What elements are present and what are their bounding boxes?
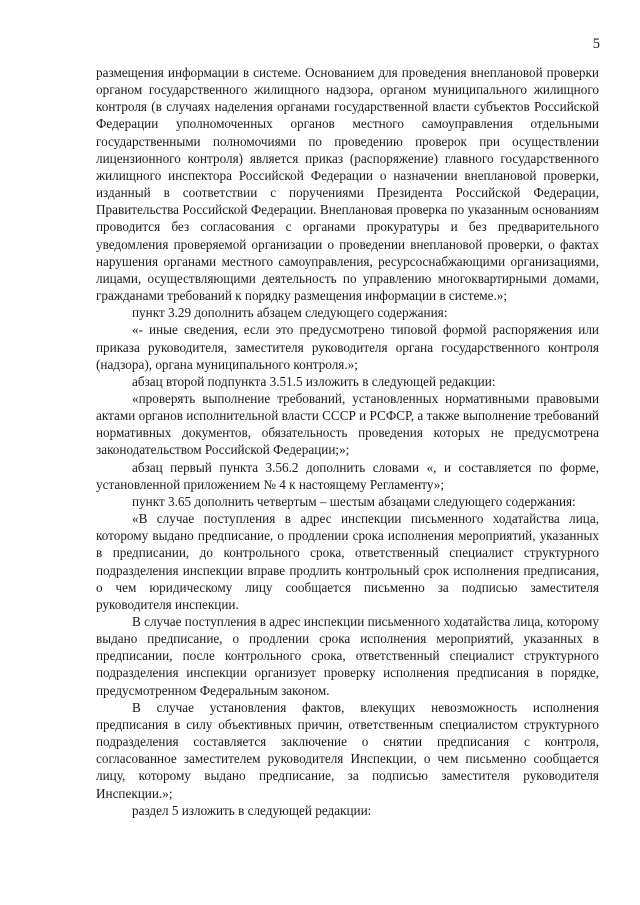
page-number: 5 (592, 36, 600, 52)
paragraph: В случае поступления в адрес инспекции письменного ходатайства лица, которому выдано предписание, о продлении срока исполнения мероприятий, указанных в предписании, после контрольного срока, ответственный специалист структурного подразделения инспекции организует проверку исполнения предписания в порядке, предусмотренном Федеральным законом. (96, 614, 599, 698)
document-body (96, 64, 599, 819)
paragraph: абзац второй подпункта 3.51.5 изложить в следующей редакции: (132, 373, 496, 389)
paragraph: абзац первый пункта 3.56.2 дополнить словами «, и составляется по форме, установленной приложением № 4 к настоящему Регламенту»; (96, 459, 599, 492)
paragraph: размещения информации в системе. Основанием для проведения внеплановой проверки органом государственного жилищного надзора, органом муниципального жилищного контроля (в случаях наделения органами государственной власти субъектов Российской Федерации уполномоченных органов местного самоуправления отдельными государственными полномочиями по проведению проверок при осуществлении лицензионного контроля) является приказ (распоряжение) главного государственного жилищного инспектора Российской Федерации о назначении внеплановой проверки, изданный в соответствии с поручениями Президента Российской Федерации, Правительства Российской Федерации. Внеплановая проверка по указанным основаниям проводится без согласования с органами прокуратуры и без предварительного уведомления проверяемой организации о проведении внеплановой проверки, о фактах нарушения органами местного самоуправления, ресурсоснабжающими организациями, лицами, осуществляющими деятельность по управлению многоквартирными домами, гражданами требований к порядку размещения информации в системе.»; (96, 65, 599, 304)
paragraph: пункт 3.29 дополнить абзацем следующего содержания: (132, 305, 448, 321)
paragraph: В случае установления фактов, влекущих невозможность исполнения предписания в силу объективных причин, ответственным специалистом структурного подразделения составляется заключение о снятии предписания с контроля, согласованное заместителем руководителя Инспекции, о чем письменно сообщается лицу, которому выдано предписание, за подписью заместителя руководителя Инспекции.»; (96, 699, 599, 801)
paragraph: «проверять выполнение требований, установленных нормативными правовыми актами органов исполнительной власти СССР и РСФСР, а также выполнение требований нормативных документов, обязательность проведения которых не предусмотрена законодательством Российской Федерации;»; (96, 390, 599, 458)
paragraph: «- иные сведения, если это предусмотрено типовой формой распоряжения или приказа руководителя, заместителя руководителя органа государственного контроля (надзора), органа муниципального контроля.»; (96, 322, 599, 372)
paragraph: раздел 5 изложить в следующей редакции: (132, 802, 372, 818)
paragraph: пункт 3.65 дополнить четвертым – шестым абзацами следующего содержания: (132, 493, 576, 509)
paragraph: «В случае поступления в адрес инспекции письменного ходатайства лица, которому выдано предписание, о продлении срока исполнения мероприятий, указанных в предписании, до контрольного срока, ответственный специалист структурного подразделения инспекции вправе продлить контрольный срок исполнения предписания, о чем юридическому лицу сообщается письменно за подписью заместителя руководителя инспекции. (96, 511, 599, 612)
